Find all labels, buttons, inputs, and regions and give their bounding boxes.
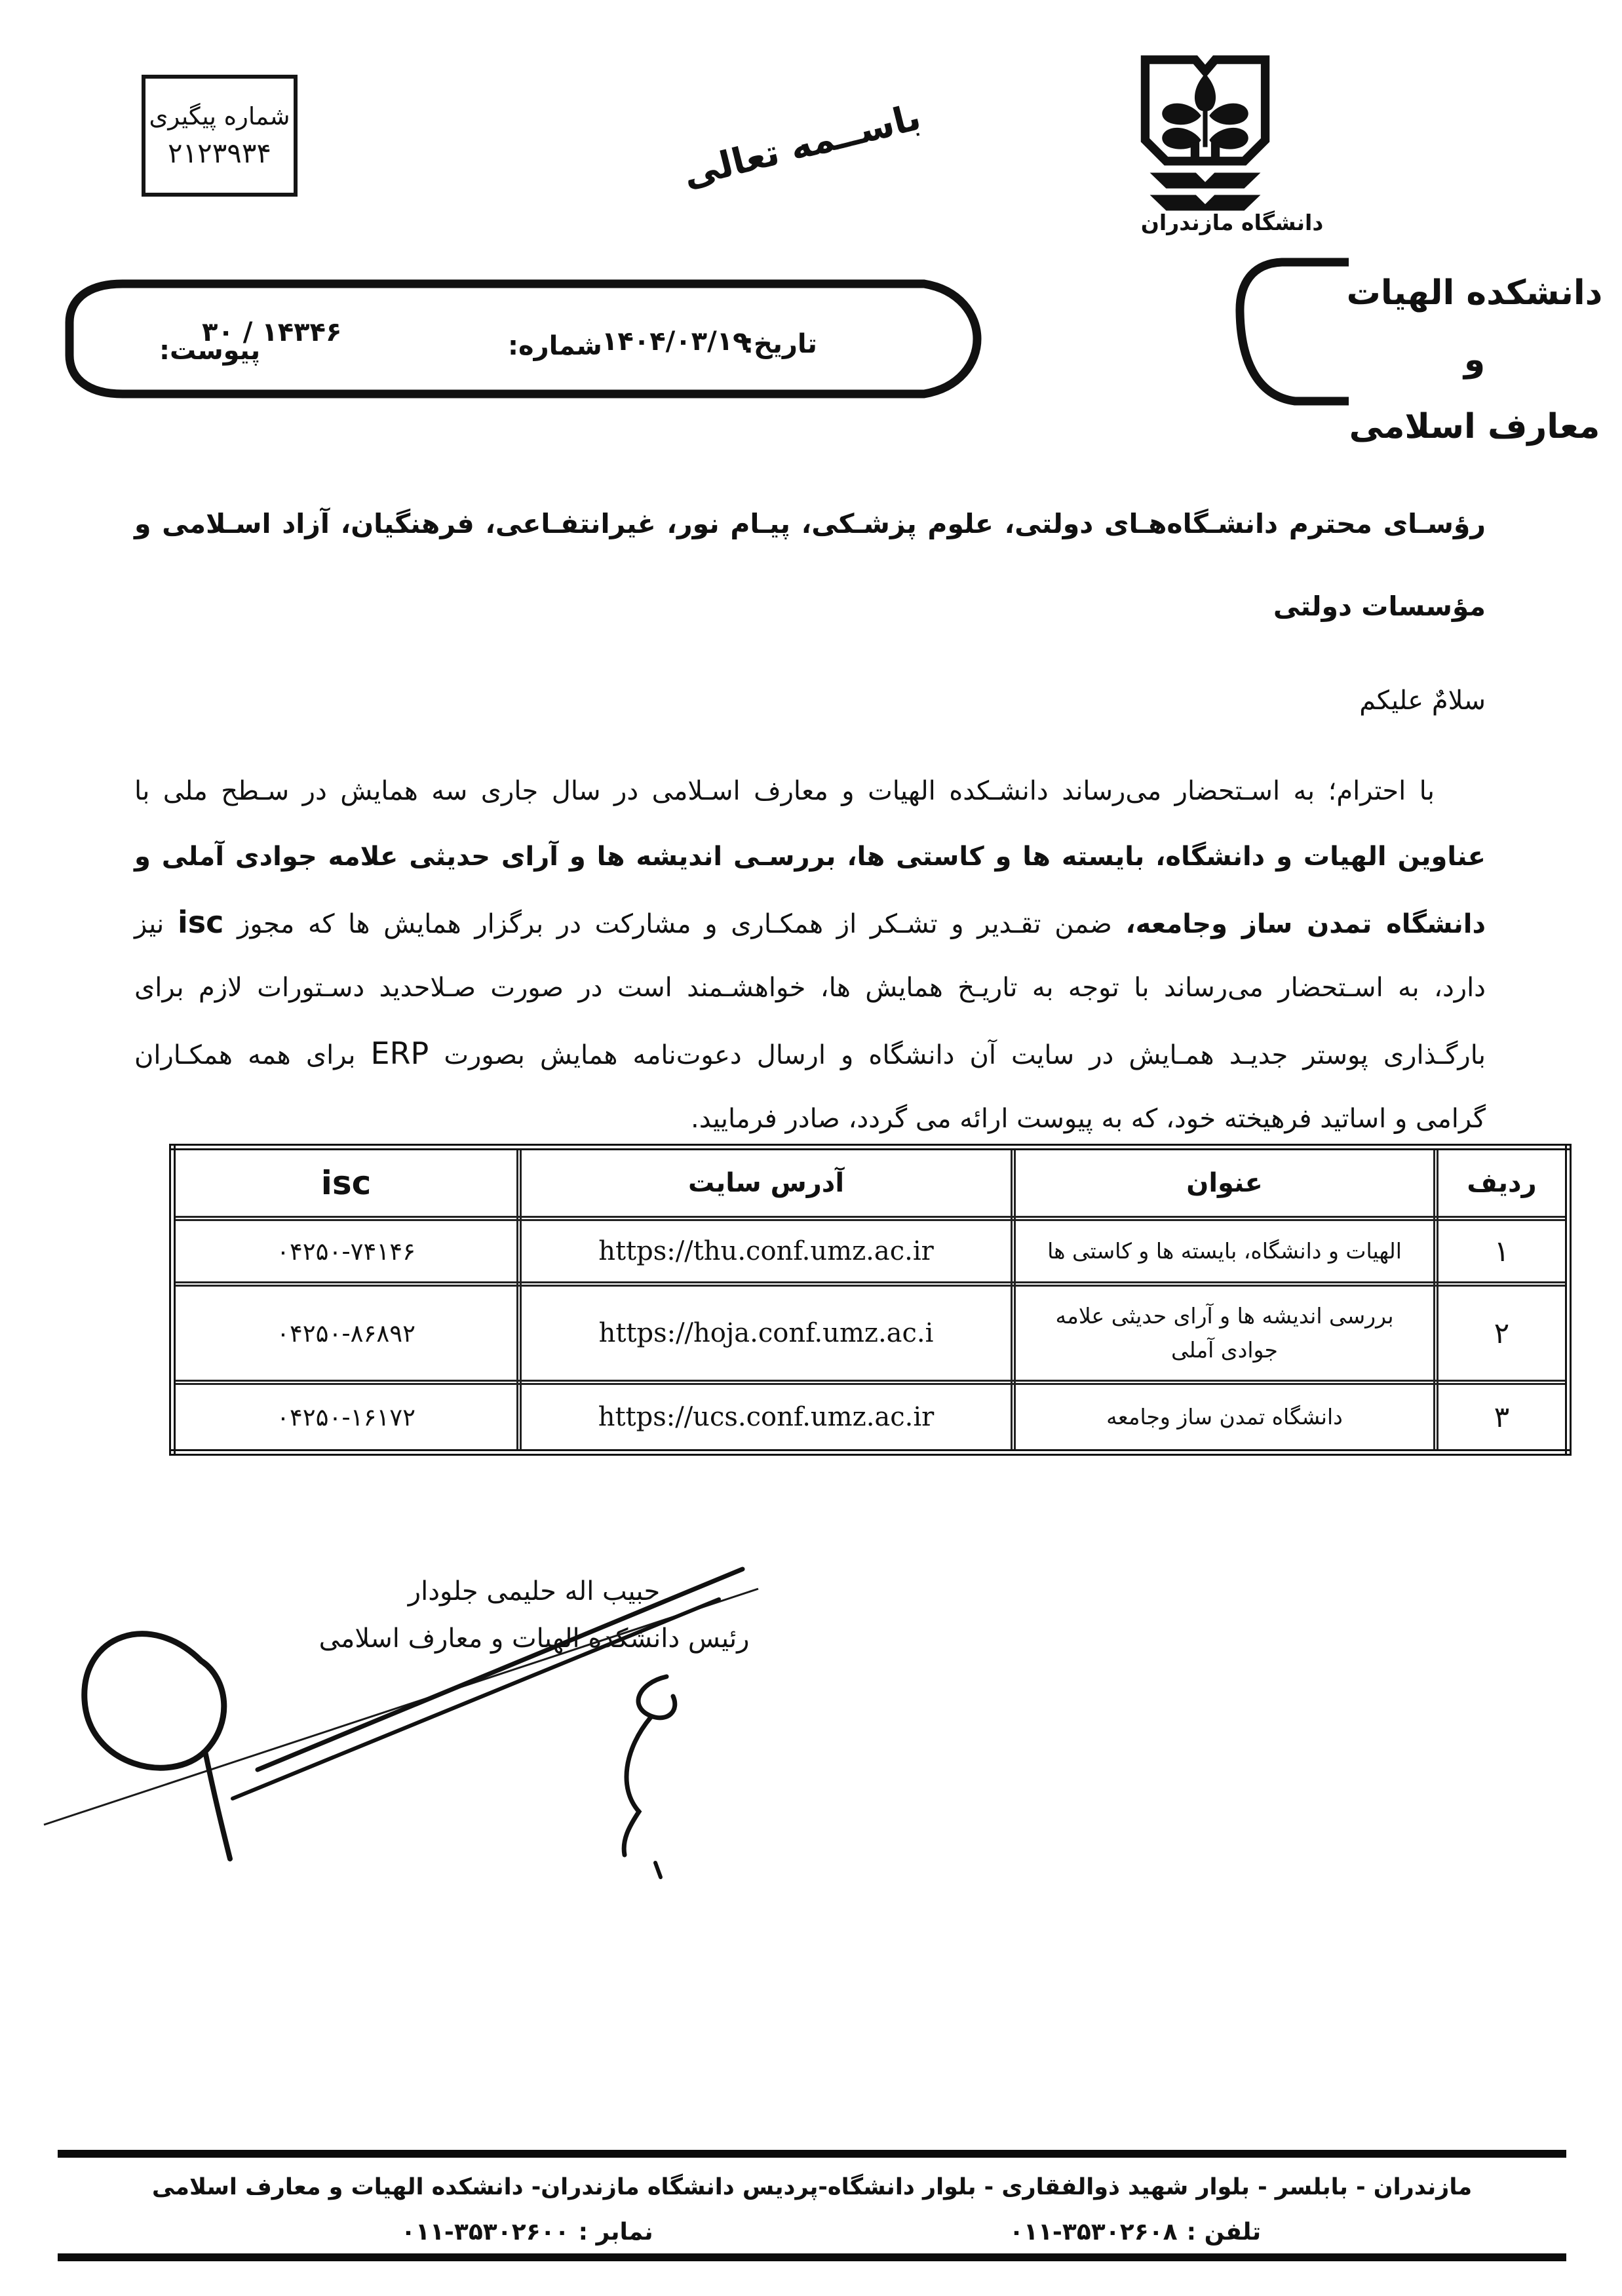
table-row bbox=[172, 1218, 1568, 1284]
table-cell: https://thu.conf.umz.ac.ir bbox=[519, 1218, 1013, 1284]
text-run: ERP bbox=[370, 1036, 429, 1071]
table-header-isc: isc bbox=[172, 1147, 519, 1218]
text-run: دانشگاه تمدن ساز وجامعه، bbox=[1125, 909, 1486, 939]
fax-number: ۰۱۱-۳۵۳۰۲۶۰۰ bbox=[401, 2219, 570, 2246]
text-run: بارگـذاری پوستر جدیـد همـایش در سایت آن دانشگاه و ارسال دعوت‌نامه همایش بصورت bbox=[429, 1040, 1486, 1070]
table-header-site-address: آدرس سایت bbox=[519, 1147, 1013, 1218]
faculty-name-line2: معارف اسلامی bbox=[1349, 407, 1600, 446]
table-row bbox=[172, 1382, 1568, 1452]
signatory-name: حبیب اله حلیمی جلودار bbox=[408, 1576, 661, 1606]
table-header-title: عنوان bbox=[1013, 1147, 1436, 1218]
text-run: گرامی و اساتید فرهیخته خود، که به پیوست ارائه می گردد، صادر فرمایید. bbox=[691, 1104, 1486, 1134]
table-header-row bbox=[172, 1147, 1568, 1218]
attachment-label: پیوست: bbox=[159, 336, 261, 366]
text-run: عناوین الهیات و دانشگاه، بایسته ها و کاستی ها، بررسـی اندیشه ها و آرای حدیثی علامه جوادی آملی و bbox=[134, 842, 1486, 872]
text-run: isc bbox=[177, 905, 224, 940]
paragraph-line bbox=[134, 1021, 1486, 1086]
table-cell: الهیات و دانشگاه، بایسته ها و کاستی ها bbox=[1013, 1218, 1436, 1284]
body-paragraph bbox=[134, 758, 1486, 1152]
phone-number: ۰۱۱-۳۵۳۰۲۶۰۸ bbox=[1009, 2219, 1178, 2246]
paragraph-line bbox=[134, 889, 1486, 955]
table-cell: ۳ bbox=[1436, 1382, 1568, 1452]
table-cell: ۰۴۲۵۰-۸۶۸۹۲ bbox=[172, 1284, 519, 1382]
table-header-row-number: ردیف bbox=[1436, 1147, 1568, 1218]
table-cell: بررسی اندیشه ها و آرای حدیثی علامه جوادی آملی bbox=[1013, 1284, 1436, 1382]
footer-address: مازندران - بابلسر - بلوار شهید ذوالفقاری - بلوار دانشگاه-پردیس دانشگاه مازندران- دانشکده الهیات و معارف اسلامی bbox=[151, 2174, 1473, 2200]
tracking-number-box bbox=[142, 75, 298, 197]
footer-top-rule bbox=[58, 2150, 1566, 2158]
table-cell: https://ucs.conf.umz.ac.ir bbox=[519, 1382, 1013, 1452]
table-cell: ۱ bbox=[1436, 1218, 1568, 1284]
university-name: دانشگاه مازندران bbox=[1140, 210, 1324, 235]
attachment-value: ۳۰ / ۱۴۳۴۶ bbox=[202, 317, 342, 347]
fax-label: نمابر : bbox=[578, 2219, 653, 2246]
text-run: دارد، به اسـتحضار می‌رساند با توجه به تاریـخ همایش ها، خواهشـمند است در صورت صـلاحدید دسـتورات لازم برای bbox=[134, 973, 1486, 1003]
letter-body bbox=[134, 502, 1486, 1152]
faculty-name bbox=[1337, 260, 1612, 460]
university-of-mazandaran-logo-icon bbox=[1132, 55, 1278, 212]
footer-bottom-rule bbox=[58, 2253, 1566, 2261]
addressee-line2: مؤسسات دولتی bbox=[1273, 591, 1486, 622]
text-run: نیز bbox=[134, 909, 178, 939]
salutation: سلامٌ علیکم bbox=[1359, 686, 1486, 716]
table-row bbox=[172, 1284, 1568, 1382]
text-run: ضمن تقـدیر و تشـکر از همکـاری و مشارکت در برگزار همایش ها که مجوز bbox=[223, 909, 1126, 939]
paragraph-line bbox=[134, 955, 1486, 1021]
footer-phone bbox=[1009, 2219, 1261, 2246]
letter-number-label: شماره: bbox=[508, 331, 602, 361]
phone-label: تلفن : bbox=[1186, 2219, 1262, 2246]
date-value: ۱۴۰۴/۰۳/۱۹ bbox=[602, 326, 749, 357]
basmala-calligraphy: باســمه تعالی bbox=[678, 96, 925, 195]
addressee-line1: رؤسـای محترم دانشـگاه‌هـای دولتی، علوم پزشـکی، پیـام نور، غیرانتفـاعی، فرهنگیان، آزاد اسـلامی و bbox=[134, 508, 1486, 539]
text-run: با احترام؛ به اسـتحضار می‌رساند دانشـکده الهیات و معارف اسـلامی در سال جاری سه همایش در سـطح ملی با bbox=[134, 776, 1435, 806]
faculty-name-line1: دانشکده الهیات و bbox=[1346, 273, 1603, 379]
date-label: تاریخ: bbox=[743, 329, 817, 359]
tracking-number-value: ۲۱۲۳۹۳۴ bbox=[168, 137, 271, 169]
paragraph-line bbox=[134, 758, 1486, 824]
text-run: برای همه همکـاران bbox=[134, 1040, 371, 1070]
paragraph-line bbox=[134, 824, 1486, 889]
tracking-number-label: شماره پیگیری bbox=[149, 102, 290, 130]
paragraph-line bbox=[134, 1086, 1486, 1152]
table-cell: https://hoja.conf.umz.ac.i bbox=[519, 1284, 1013, 1382]
faculty-bracket-icon bbox=[1231, 256, 1352, 408]
table-cell: دانشگاه تمدن ساز وجامعه bbox=[1013, 1382, 1436, 1452]
signature-block bbox=[315, 1568, 754, 1662]
table-cell: ۰۴۲۵۰-۷۴۱۴۶ bbox=[172, 1218, 519, 1284]
conference-table bbox=[169, 1144, 1572, 1456]
signatory-title: رئیس دانشکده الهیات و معارف اسلامی bbox=[319, 1624, 750, 1654]
table-cell: ۰۴۲۵۰-۱۶۱۷۲ bbox=[172, 1382, 519, 1452]
footer-fax bbox=[401, 2219, 653, 2246]
table-cell: ۲ bbox=[1436, 1284, 1568, 1382]
